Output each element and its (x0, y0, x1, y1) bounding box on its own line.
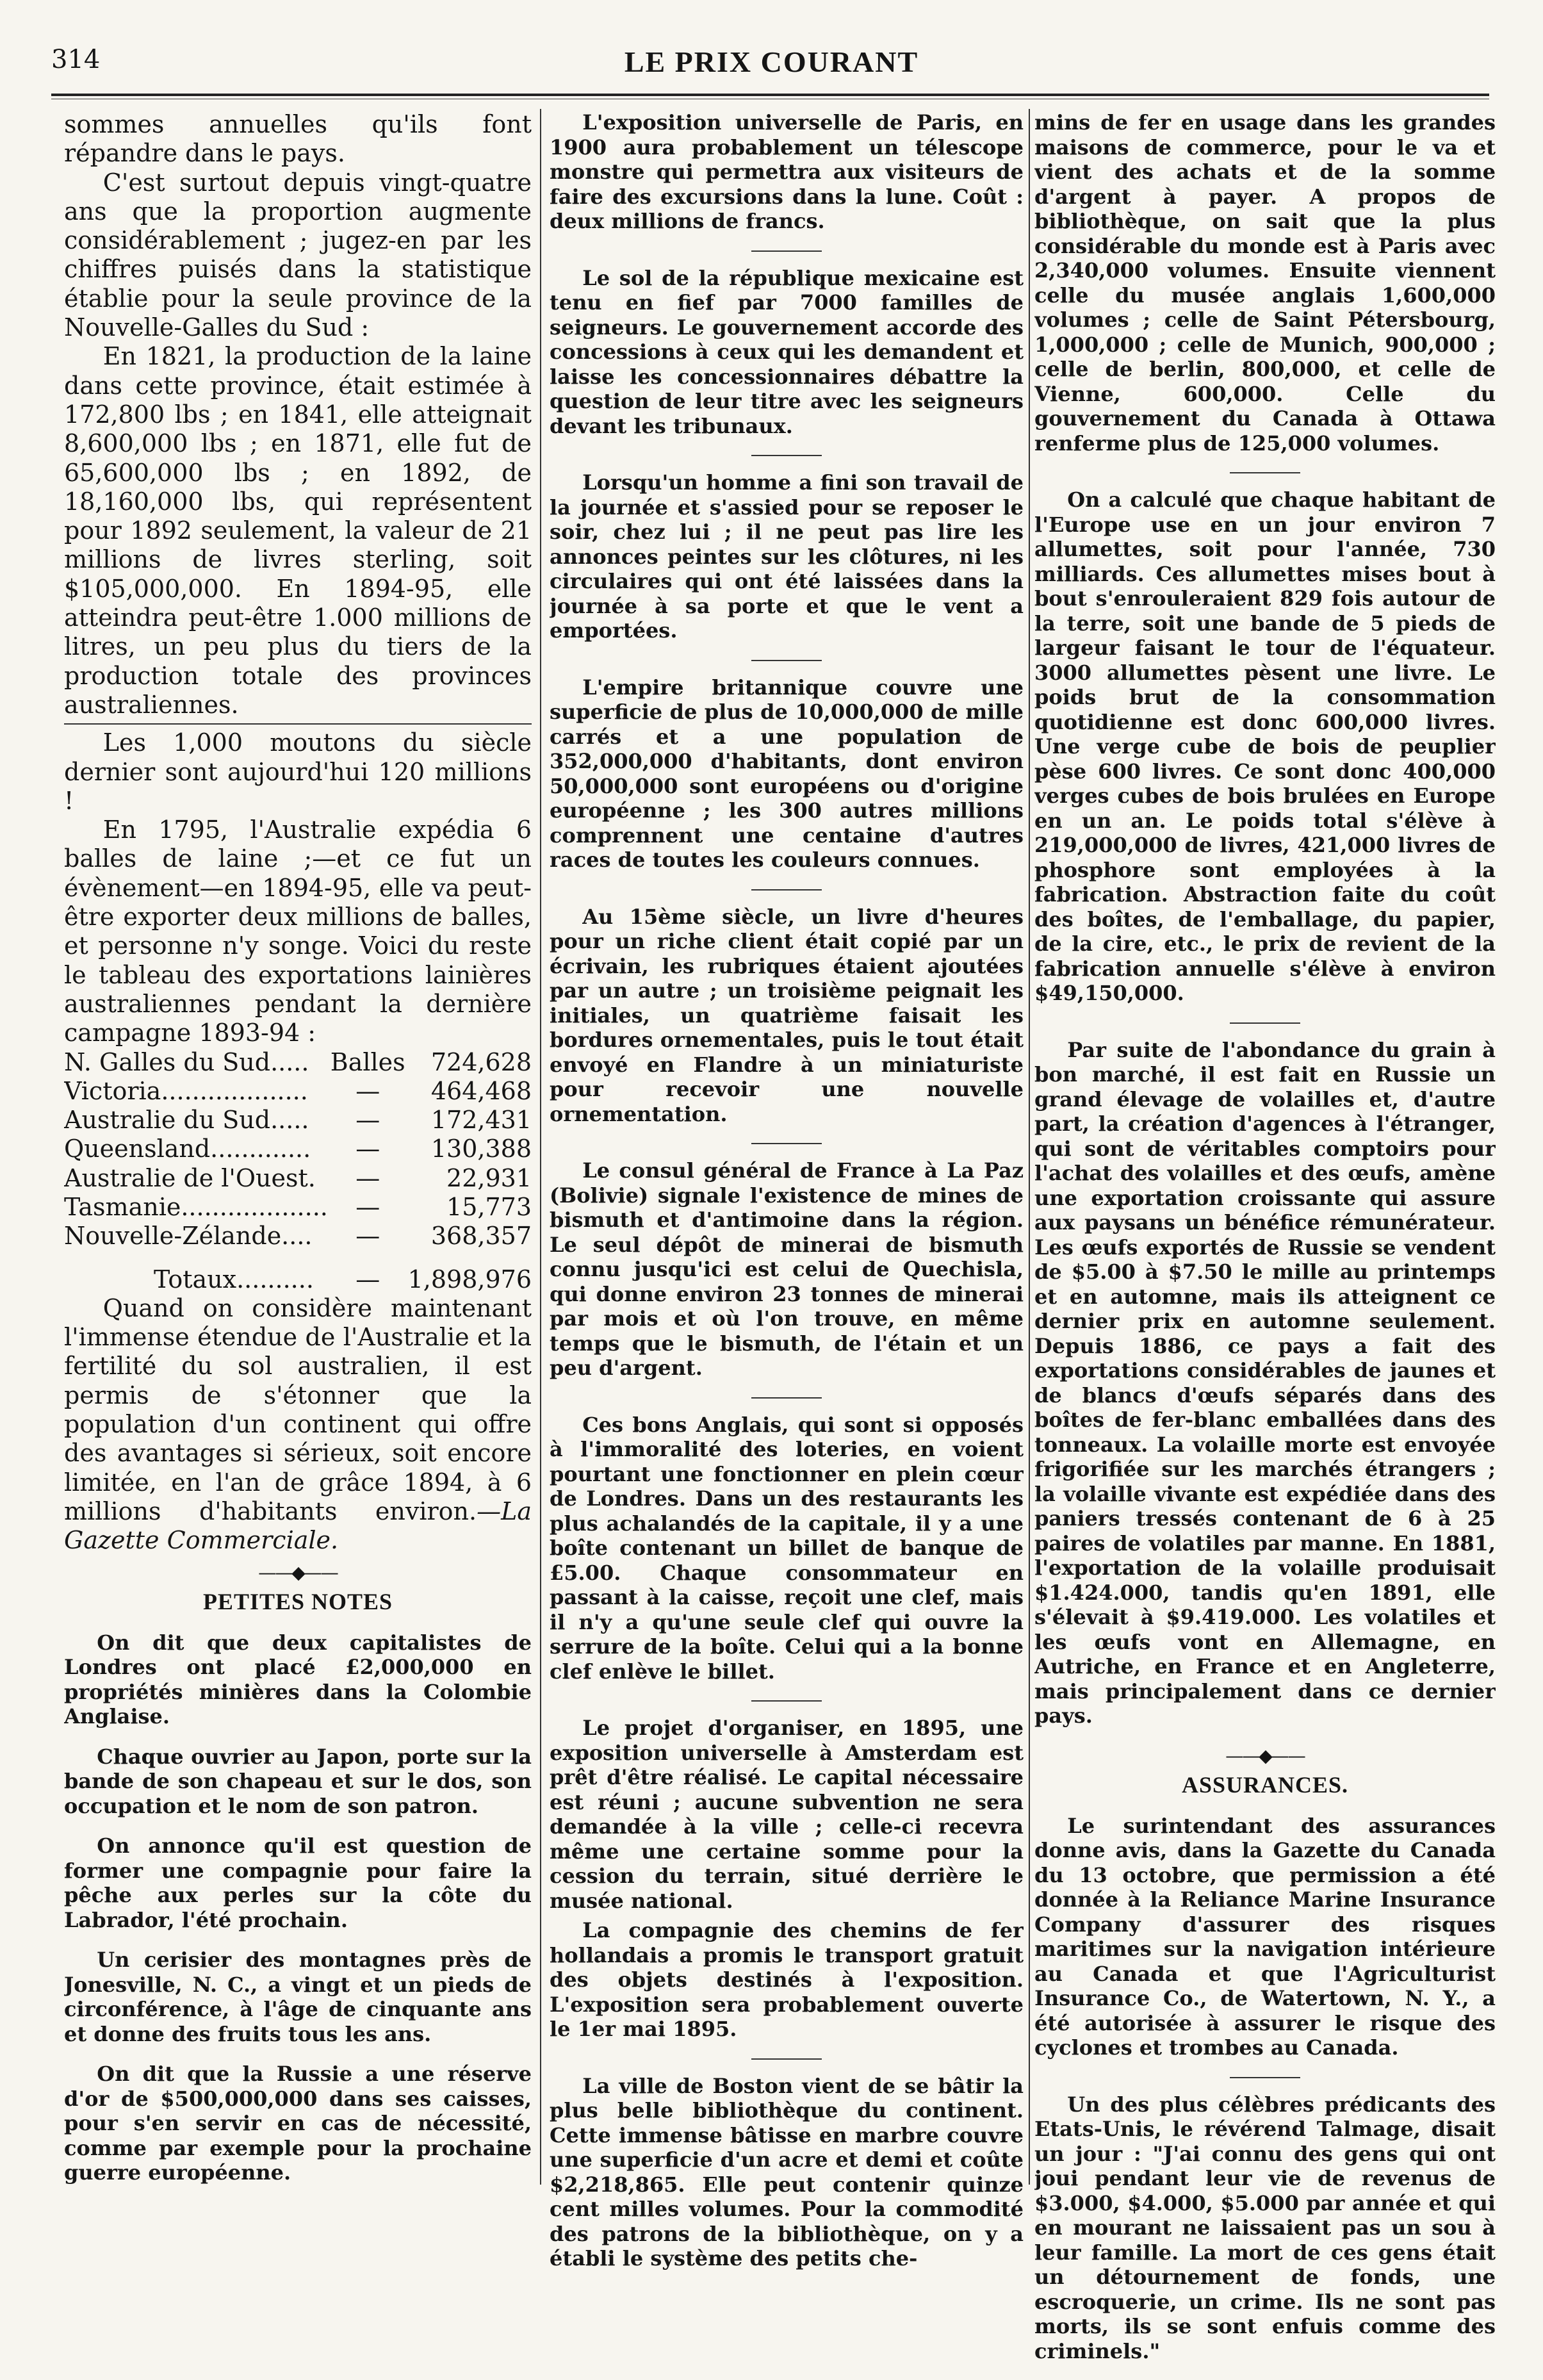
row-value: 22,931 (446, 1163, 532, 1192)
news-item: On a calculé que chaque habitant de l'Europe use en un jour environ 7 allumettes, soit pour l'année, 730 milliards. Ces allumettes mises bout à bout s'enrouleraient 829 fois autour de la terre, soit une bande de 5 pieds de largeur faisant le tour de l'équateur. 3000 allumettes pèsent une livre. Le poids brut de la consommation quotidienne est donc 600,000 livres. Une verge cube de bois de peuplier pèse 600 livres. Ce sont donc 400,000 verges cubes de bois brulées en Europe en un an. Le poids total s'élève à 219,000,000 de livres, 421,000 livres de phosphore sont employées à la fabrication. Abstraction faite du coût des boîtes, de l'emballage, du papier, de la cire, etc., le prix de revient de la fabrication annuelle s'élève à environ $49,150,000. (1034, 488, 1496, 1005)
row-unit: — (355, 1192, 380, 1221)
ornament-divider: ——◆—— (1225, 1744, 1305, 1766)
item-separator (1230, 472, 1300, 473)
news-item: Ces bons Anglais, qui sont si opposés à l'immoralité des loteries, en voient pourtant une fonctionner en plein cœur de Londres. Dans un des restaurants les plus achalandés de la capitale, il y a une boîte contenant un billet de banque de £5.00. Chaque consommateur en passant à la caisse, reçoit une clef, mais il n'y a qu'une seule clef qui ouvre la serrure de la boîte. Celui qui a la bonne clef enlève le billet. (550, 1412, 1024, 1684)
total-label: Totaux.......... (154, 1265, 314, 1293)
row-name: N. Galles du Sud..... (64, 1047, 309, 1076)
item-separator (751, 455, 822, 456)
row-name: Queensland............. (64, 1135, 311, 1163)
news-item: L'exposition universelle de Paris, en 1900 aura probablement un télescope monstre qui permettra aux visiteurs de faire des excursions dans la lune. Coût : deux millions de francs. (550, 110, 1024, 233)
row-name: Victoria................... (64, 1076, 308, 1105)
paragraph: En 1821, la production de la laine dans cette province, était estimée à 172,800 lbs ; en 1841, elle atteignait 8,600,000 lbs ; en 1871, elle fut de 65,600,000 lbs ; en 1892, de 18,160,000 lbs, qui représentent pour 1892 seulement, la valeur de 21 millions de livres sterling, soit $105,000,000. En 1894-95, elle atteindra peut-être 1.000 millions de litres, un peu plus du tiers de la production totale des provinces australiennes. (64, 342, 532, 719)
news-item: La compagnie des chemins de fer hollandais a promis le transport gratuit des objets destinés à l'exposition. L'exposition sera probablement ouverte le 1er mai 1895. (550, 1918, 1024, 2041)
row-unit: — (355, 1106, 380, 1135)
row-value: 172,431 (430, 1106, 532, 1135)
item-separator (1230, 1022, 1300, 1024)
item-separator (751, 889, 822, 890)
item-separator (751, 250, 822, 252)
row-value: 368,357 (430, 1222, 532, 1251)
row-value: 724,628 (430, 1047, 532, 1076)
item-separator (1230, 2077, 1300, 2078)
paragraph: C'est surtout depuis vingt-quatre ans que la proportion augmente considérablement ; jugez-en par les chiffres puisés dans la statistique établie pour la seule province de la Nouvelle-Galles du Sud : (64, 168, 532, 342)
row-unit: — (355, 1222, 380, 1251)
column-divider-1 (540, 109, 541, 2185)
row-value: 15,773 (446, 1192, 532, 1221)
paragraph: En 1795, l'Australie expédia 6 balles de laine ;—et ce fut un évènement—en 1894-95, elle va peut-être exporter deux millions de balles, et personne n'y songe. Voici du reste le tableau des exportations lainières australiennes pendant la dernière campagne 1893-94 : (64, 816, 532, 1047)
row-unit: — (355, 1163, 380, 1192)
table-row (64, 1222, 532, 1251)
table-row (64, 1164, 532, 1193)
news-item: La ville de Boston vient de se bâtir la plus belle bibliothèque du continent. Cette immense bâtisse en marbre couvre une superficie d'un acre et demi et coûte $2,218,865. Elle peut contenir quinze cent milles volumes. Pour la commodité des patrons de la bibliothèque, on y a établi le système des petits che- (550, 2073, 1024, 2270)
news-item: Au 15ème siècle, un livre d'heures pour un riche client était copié par un écrivain, les rubriques étaient ajoutées par un autre ; un troisième peignait les initiales, un quatrième faisait les bordures ornementales, puis le tout était envoyé en Flandre à un miniaturiste pour recevoir une nouvelle ornementation. (550, 904, 1024, 1126)
column-1 (64, 110, 532, 2201)
row-unit: — (355, 1135, 380, 1163)
news-item: Le sol de la république mexicaine est tenu en fief par 7000 familles de seigneurs. Le gouvernement accorde des concessions à ceux qui les demandent et laisse les concessionnaires débattre la question de leur titre avec les seigneurs devant les tribunaux. (550, 265, 1024, 438)
section-title-petites-notes: PETITES NOTES (202, 1588, 393, 1614)
table-row (64, 1106, 532, 1135)
news-item: Un des plus célèbres prédicants des Etats-Unis, le révérend Talmage, disait un jour : "J'ai connu des gens qui ont joui pendant leur vie de revenus de $3.000, $4.000, $5.000 par année et qui en mourant ne laissaient pas un sou à leur famille. La mort de ces gens était un détournement de fonds, une escroquerie, un crime. Ils ne sont pas morts, ils se sont enfuis comme des criminels." (1034, 2092, 1496, 2363)
item-separator (751, 1397, 822, 1399)
header-rule (51, 94, 1489, 96)
note: On dit que la Russie a une réserve d'or de $500,000,000 dans ses caisses, pour s'en servir en cas de nécessité, comme par exemple pour la prochaine guerre européenne. (64, 2062, 532, 2185)
news-item: Lorsqu'un homme a fini son travail de la journée et s'assied pour se reposer le soir, chez lui ; il ne peut pas lire les annonces peintes sur les clôtures, ni les circulaires qui ont été laissées dans la journée à sa porte et que le vent a emportées. (550, 470, 1024, 643)
paragraph: Les 1,000 moutons du siècle dernier sont aujourd'hui 120 millions ! (64, 728, 532, 815)
news-item: Le consul général de France à La Paz (Bolivie) signale l'existence de mines de bismuth et d'antimoine dans la région. Le seul dépôt de minerai de bismuth connu jusqu'ici est celui de Quechisla, qui donne environ 23 tonnes de minerai par mois et où l'on trouve, en même temps que le bismuth, de l'étain et un peu d'argent. (550, 1158, 1024, 1380)
total-value: 1,898,976 (407, 1265, 532, 1293)
total-unit: — (355, 1265, 380, 1293)
news-item: L'empire britannique couvre une superficie de plus de 10,000,000 de mille carrés et a une population de 352,000,000 d'habitants, dont environ 50,000,000 sont européens ou d'origine européenne ; les 300 autres millions comprennent une centaine d'autres races de toutes les couleurs connues. (550, 675, 1024, 872)
note: Chaque ouvrier au Japon, porte sur la bande de son chapeau et sur le dos, son occupation et le nom de son patron. (64, 1744, 532, 1818)
note: Un cerisier des montagnes près de Jonesville, N. C., a vingt et un pieds de circonférence, à l'âge de cinquante ans et donne des fruits tous les ans. (64, 1948, 532, 2046)
row-unit: — (355, 1076, 380, 1105)
column-3 (1034, 110, 1496, 2380)
item-separator (751, 1143, 822, 1144)
news-item: Le projet d'organiser, en 1895, une exposition universelle à Amsterdam est prêt d'être réalisé. Le capital nécessaire est réuni ; aucune subvention ne sera demandée à la ville ; celle-ci recevra même une certaine somme pour la cession du terrain, situé derrière le musée national. (550, 1716, 1024, 1913)
ornament-divider: ——◆—— (258, 1561, 338, 1583)
row-value: 464,468 (430, 1076, 532, 1105)
item-separator (751, 2058, 822, 2060)
publication-title: LE PRIX COURANT (624, 45, 919, 78)
news-item: Le surintendant des assurances donne avis, dans la Gazette du Canada du 13 octobre, que permission a été donnée à la Reliance Marine Insurance Company d'assurer des risques maritimes sur la navigation intérieure au Canada et que l'Agriculturist Insurance Co., de Watertown, N. Y., a été autorisée à assurer le risque des cyclones et trombes au Canada. (1034, 1813, 1496, 2060)
item-separator (751, 1700, 822, 1702)
item-separator (751, 660, 822, 661)
row-unit: Balles (330, 1047, 405, 1076)
table-row (64, 1048, 532, 1077)
column-divider-2 (1029, 109, 1030, 2185)
row-name: Tasmanie................... (64, 1192, 328, 1221)
row-name: Australie du Sud..... (64, 1106, 309, 1135)
notes-list (64, 1630, 532, 2185)
table-row (64, 1193, 532, 1222)
page-number: 314 (51, 45, 101, 74)
paragraph-text: Quand on considère maintenant l'immense étendue de l'Australie et la fertilité du sol australien, il est permis de s'étonner que la population d'un continent qui offre des avantages si sérieux, soit encore limitée, en l'an de grâce 1894, à 6 millions d'habitants environ. (64, 1293, 532, 1525)
news-item: mins de fer en usage dans les grandes maisons de commerce, pour le va et vient des achats et de la somme d'argent à payer. A propos de bibliothèque, on sait que la plus considérable du monde est à Paris avec 2,340,000 volumes. Ensuite viennent celle du musée anglais 1,600,000 volumes ; celle de Saint Pétersbourg, 1,000,000 ; celle de Munich, 900,000 ; celle de berlin, 800,000, et celle de Vienne, 600,000. Celle du gouvernement du Canada à Ottawa renferme plus de 125,000 volumes. (1034, 110, 1496, 455)
section-title-assurances: ASSURANCES. (1181, 1771, 1349, 1798)
note: On annonce qu'il est question de former une compagnie pour faire la pêche aux perles sur la côte du Labrador, l'été prochain. (64, 1834, 532, 1932)
paragraph: sommes annuelles qu'ils font répandre dans le pays. (64, 110, 532, 168)
source-credit: —La Gazette Commerciale. (64, 1497, 532, 1555)
page-header (0, 40, 1543, 91)
note: On dit que deux capitalistes de Londres ont placé £2,000,000 en propriétés minières dans la Colombie Anglaise. (64, 1630, 532, 1729)
article-separator (64, 723, 532, 725)
table-row (64, 1135, 532, 1163)
news-item: Par suite de l'abondance du grain à bon marché, il est fait en Russie un grand élevage de volailles et, d'autre part, la création d'agences à l'étranger, qui sont de véritables comptoirs pour l'achat des volailles et des œufs, amène une exportation croissante qui assure aux paysans un bénéfice rémunérateur. Les œufs exportés de Russie se vendent de $5.00 à $7.50 le mille au printemps et en automne, mais ils atteignent ce dernier prix en automne seulement. Depuis 1886, ce pays a fait des exportations considérables de jaunes et de blancs d'œufs séparés dans des boîtes de fer-blanc emballées dans des tonneaux. La volaille morte est envoyée frigorifiée sur les marchés étrangers ; la volaille vivante est expédiée dans des paniers tressés contenant de 6 à 25 paires de volatiles par manne. En 1881, l'exportation de la volaille produisait $1.424.000, tandis qu'en 1891, elle s'élevait à $9.419.000. Les volatiles et les œufs vont en Allemagne, en Autriche, en France et en Angleterre, mais principalement dans ce dernier pays. (1034, 1037, 1496, 1728)
row-name: Nouvelle-Zélande.... (64, 1222, 313, 1251)
row-name: Australie de l'Ouest. (64, 1163, 316, 1192)
exports-table (64, 1048, 532, 1294)
table-total-row (64, 1251, 532, 1294)
column-2 (550, 110, 1024, 2288)
paragraph (64, 1294, 532, 1555)
table-row (64, 1077, 532, 1106)
row-value: 130,388 (430, 1135, 532, 1163)
